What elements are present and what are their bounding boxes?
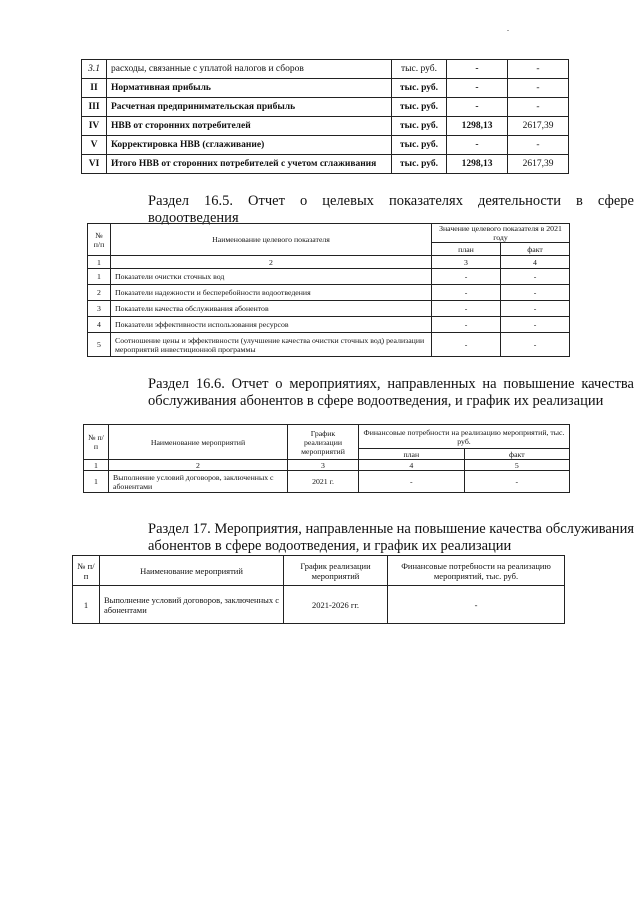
table-row [82, 60, 569, 79]
row-value-plan: 1298,13 [447, 117, 508, 136]
row-number: 2 [88, 285, 111, 301]
table-index-row [84, 460, 570, 471]
row-plan: - [359, 471, 465, 493]
col-header-name: Наименование мероприятий [100, 556, 284, 586]
row-unit: тыс. руб. [392, 117, 447, 136]
table-header-row [73, 556, 565, 586]
row-number: 3.1 [82, 60, 107, 79]
table-row [82, 155, 569, 174]
row-name: Показатели эффективности использования ресурсов [111, 317, 432, 333]
row-value-fact: 2617,39 [508, 155, 569, 174]
row-plan: - [432, 301, 501, 317]
row-value-plan: 1298,13 [447, 155, 508, 174]
row-number: VI [82, 155, 107, 174]
row-name: расходы, связанные с уплатой налогов и сборов [107, 60, 392, 79]
col-header-schedule: График реализации мероприятий [288, 425, 359, 460]
section-17-heading: Раздел 17. Мероприятия, направленные на повышение качества обслуживания абонентов в сфере водоотведения, и график их реализации [148, 521, 634, 554]
table-row [88, 333, 570, 357]
row-name: Показатели качества обслуживания абонентов [111, 301, 432, 317]
table-row [82, 98, 569, 117]
table-row [88, 301, 570, 317]
col-header-fact: факт [464, 449, 569, 460]
row-name: Нормативная прибыль [107, 79, 392, 98]
table-row [84, 471, 570, 493]
row-value-fact: 2617,39 [508, 117, 569, 136]
col-header-finance: Финансовые потребности на реализацию мероприятий, тыс. руб. [388, 556, 565, 586]
measures-report-table [83, 424, 570, 493]
page-mark: . [507, 24, 509, 33]
index-cell: 4 [501, 256, 570, 269]
col-header-value: Значение целевого показателя в 2021 году [432, 224, 570, 243]
col-header-finance: Финансовые потребности на реализацию мероприятий, тыс. руб. [359, 425, 570, 449]
row-unit: тыс. руб. [392, 155, 447, 174]
row-plan: - [432, 333, 501, 357]
row-name: Итого НВВ от сторонних потребителей с учетом сглаживания [107, 155, 392, 174]
row-fact: - [501, 269, 570, 285]
row-name: Показатели очистки сточных вод [111, 269, 432, 285]
row-number: 1 [73, 586, 100, 624]
row-value-fact: - [508, 98, 569, 117]
row-schedule: 2021-2026 гг. [284, 586, 388, 624]
row-name: Выполнение условий договоров, заключенных с абонентами [109, 471, 288, 493]
col-header-plan: план [432, 243, 501, 256]
table-header-row [84, 425, 570, 449]
index-cell: 3 [288, 460, 359, 471]
index-cell: 1 [84, 460, 109, 471]
row-number: IV [82, 117, 107, 136]
table-row [82, 136, 569, 155]
row-number: 4 [88, 317, 111, 333]
row-fact: - [501, 317, 570, 333]
index-cell: 3 [432, 256, 501, 269]
measures-plan-table [72, 555, 565, 624]
col-header-plan: план [359, 449, 465, 460]
row-name: Показатели надежности и бесперебойности водоотведения [111, 285, 432, 301]
table-row [88, 317, 570, 333]
table-header-row [88, 224, 570, 243]
row-schedule: 2021 г. [288, 471, 359, 493]
table-row [82, 117, 569, 136]
row-name: НВВ от сторонних потребителей [107, 117, 392, 136]
row-fact: - [464, 471, 569, 493]
row-number: 1 [88, 269, 111, 285]
row-name: Корректировка НВВ (сглаживание) [107, 136, 392, 155]
row-value-fact: - [508, 136, 569, 155]
table-row [82, 79, 569, 98]
row-finance: - [388, 586, 565, 624]
index-cell: 5 [464, 460, 569, 471]
row-value-plan: - [447, 79, 508, 98]
row-plan: - [432, 269, 501, 285]
row-value-plan: - [447, 98, 508, 117]
index-cell: 1 [88, 256, 111, 269]
col-header-fact: факт [501, 243, 570, 256]
row-number: 3 [88, 301, 111, 317]
section-16-6-heading: Раздел 16.6. Отчет о мероприятиях, направленных на повышение качества обслуживания абонентов в сфере водоотведения, и график их реализации [148, 376, 634, 409]
col-header-schedule: График реализации мероприятий [284, 556, 388, 586]
index-cell: 2 [111, 256, 432, 269]
row-fact: - [501, 301, 570, 317]
row-value-plan: - [447, 136, 508, 155]
row-unit: тыс. руб. [392, 98, 447, 117]
row-number: 1 [84, 471, 109, 493]
col-header-name: Наименование целевого показателя [111, 224, 432, 256]
index-cell: 2 [109, 460, 288, 471]
row-value-fact: - [508, 79, 569, 98]
row-name: Соотношение цены и эффективности (улучшение качества очистки сточных вод) реализации мероприятий инвестиционной программы [111, 333, 432, 357]
row-fact: - [501, 285, 570, 301]
row-fact: - [501, 333, 570, 357]
table-row [88, 285, 570, 301]
row-value-plan: - [447, 60, 508, 79]
row-number: III [82, 98, 107, 117]
col-header-name: Наименование мероприятий [109, 425, 288, 460]
row-name: Расчетная предпринимательская прибыль [107, 98, 392, 117]
table-row [88, 269, 570, 285]
row-plan: - [432, 285, 501, 301]
row-name: Выполнение условий договоров, заключенных с абонентами [100, 586, 284, 624]
index-cell: 4 [359, 460, 465, 471]
nvv-table [81, 59, 569, 174]
row-number: II [82, 79, 107, 98]
col-header-num: № п/п [84, 425, 109, 460]
col-header-num: № п/п [88, 224, 111, 256]
row-plan: - [432, 317, 501, 333]
row-number: V [82, 136, 107, 155]
table-index-row [88, 256, 570, 269]
row-unit: тыс. руб. [392, 136, 447, 155]
section-16-5-heading: Раздел 16.5. Отчет о целевых показателях деятельности в сфере водоотведения [148, 193, 634, 226]
row-unit: тыс. руб. [392, 60, 447, 79]
row-number: 5 [88, 333, 111, 357]
targets-table [87, 223, 570, 357]
table-row [73, 586, 565, 624]
col-header-num: № п/п [73, 556, 100, 586]
row-value-fact: - [508, 60, 569, 79]
row-unit: тыс. руб. [392, 79, 447, 98]
